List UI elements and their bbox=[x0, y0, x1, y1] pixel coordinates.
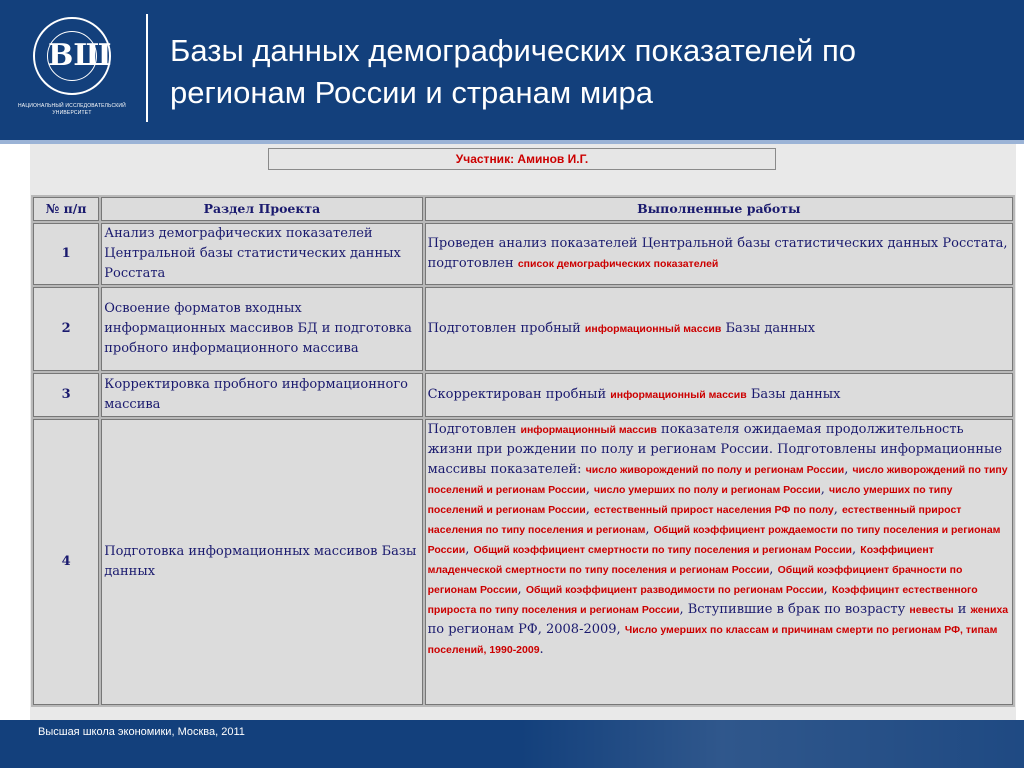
logo-caption-line2: УНИВЕРСИТЕТ bbox=[52, 110, 92, 116]
row-section: Корректировка пробного информационного массива bbox=[101, 373, 422, 417]
row-work bbox=[425, 419, 1013, 705]
logo-caption-line1: НАЦИОНАЛЬНЫЙ ИССЛЕДОВАТЕЛЬСКИЙ bbox=[18, 103, 126, 109]
logo-glyph: ВШ bbox=[48, 38, 112, 73]
work-text: Подготовлен bbox=[427, 422, 521, 437]
work-highlight: число умерших по полу и регионам России bbox=[594, 484, 821, 496]
work-highlight: список демографических показателей bbox=[517, 258, 719, 270]
work-text: и bbox=[953, 602, 971, 617]
work-text: Подготовлен пробный bbox=[427, 321, 585, 336]
row-section: Подготовка информационных массивов Базы данных bbox=[101, 419, 422, 705]
work-text: , bbox=[645, 522, 654, 537]
work-highlight: Общий коэффициент разводимости по регионам России bbox=[525, 584, 824, 596]
work-highlight: Коэффицинт естественного прироста по типу поселения и регионам России bbox=[427, 584, 978, 616]
footer-decoration bbox=[520, 720, 1024, 768]
table-row bbox=[33, 287, 1013, 371]
work-highlight: информационный массив bbox=[520, 424, 657, 436]
work-highlight: невесты bbox=[909, 604, 954, 616]
participant-box: Участник: Аминов И.Г. bbox=[268, 148, 776, 170]
work-text: , bbox=[833, 502, 842, 517]
header-num: № п/п bbox=[33, 197, 99, 221]
work-highlight: число умерших по типу поселений и регионам России bbox=[427, 484, 953, 516]
work-text: , Вступившие в брак по возрасту bbox=[679, 602, 910, 617]
table-row bbox=[33, 373, 1013, 417]
logo-seal-icon bbox=[33, 17, 111, 95]
work-highlight: Общий коэффициент рождаемости по типу поселения и регионам России bbox=[427, 524, 1001, 556]
work-highlight: естественный прирост населения РФ по полу bbox=[594, 504, 834, 516]
row-number: 1 bbox=[33, 223, 99, 285]
work-text: , bbox=[585, 502, 595, 517]
work-text: Проведен анализ показателей Центральной базы статистических данных Росстата, подготовлен bbox=[427, 236, 1008, 271]
table-row bbox=[33, 223, 1013, 285]
work-highlight: Число умерших по классам и причинам смерти по регионам РФ, типам поселений, 1990-2009 bbox=[427, 624, 998, 656]
logo-inner-ring bbox=[47, 31, 112, 81]
work-text: , bbox=[517, 582, 526, 597]
work-highlight: женихa bbox=[970, 604, 1009, 616]
work-text: , bbox=[465, 542, 474, 557]
slide-title-line2: регионам России и странам мира bbox=[170, 75, 653, 110]
row-number: 3 bbox=[33, 373, 99, 417]
work-highlight: информационный массив bbox=[584, 323, 722, 335]
work-text: , bbox=[852, 542, 861, 557]
table-row bbox=[33, 419, 1013, 705]
row-section: Освоение форматов входных информационных массивов БД и подготовка пробного информационного массива bbox=[101, 287, 422, 371]
work-highlight: число живорождений по полу и регионам России bbox=[585, 464, 845, 476]
row-work bbox=[425, 287, 1013, 371]
work-text: , bbox=[585, 482, 595, 497]
header-divider bbox=[146, 14, 148, 122]
work-highlight: Коэффициент младенческой смертности по типу поселения и регионам России bbox=[427, 544, 934, 576]
table-header-row bbox=[33, 197, 1013, 221]
work-text: , bbox=[844, 462, 853, 477]
header-work: Выполненные работы bbox=[425, 197, 1013, 221]
work-highlight: информационный массив bbox=[610, 389, 747, 401]
row-work bbox=[425, 223, 1013, 285]
row-section: Анализ демографических показателей Центральной базы статистических данных Росстата bbox=[101, 223, 422, 285]
work-text: по регионам РФ, 2008-2009, bbox=[427, 622, 625, 637]
project-table bbox=[31, 195, 1015, 707]
work-highlight: Общий коэффициент брачности по регионам России bbox=[427, 564, 963, 596]
footer-caption: Высшая школа экономики, Москва, 2011 bbox=[38, 726, 245, 738]
work-text: , bbox=[820, 482, 830, 497]
work-text: . bbox=[539, 642, 544, 657]
row-number: 2 bbox=[33, 287, 99, 371]
work-highlight: число живорождений по типу поселений и регионам России bbox=[427, 464, 1008, 496]
row-number: 4 bbox=[33, 419, 99, 705]
logo-caption bbox=[10, 103, 134, 117]
work-text: Базы данных bbox=[721, 321, 816, 336]
work-text: Скорректирован пробный bbox=[427, 387, 611, 402]
work-text: , bbox=[823, 582, 832, 597]
row-work bbox=[425, 373, 1013, 417]
work-text: показателя ожидаемая продолжительность жизни при рождении по полу и регионам России. Подготовлены информационные массивы показателей: bbox=[427, 422, 1003, 477]
hse-logo bbox=[0, 0, 145, 140]
header-section: Раздел Проекта bbox=[101, 197, 422, 221]
work-highlight: естественный прирост населения по типу поселения и регионам bbox=[427, 504, 962, 536]
work-text: Базы данных bbox=[746, 387, 841, 402]
work-text: , bbox=[769, 562, 778, 577]
slide-title bbox=[170, 30, 990, 114]
slide-title-line1: Базы данных демографических показателей по bbox=[170, 33, 856, 68]
work-highlight: Общий коэффициент смертности по типу поселения и регионам России bbox=[473, 544, 853, 556]
